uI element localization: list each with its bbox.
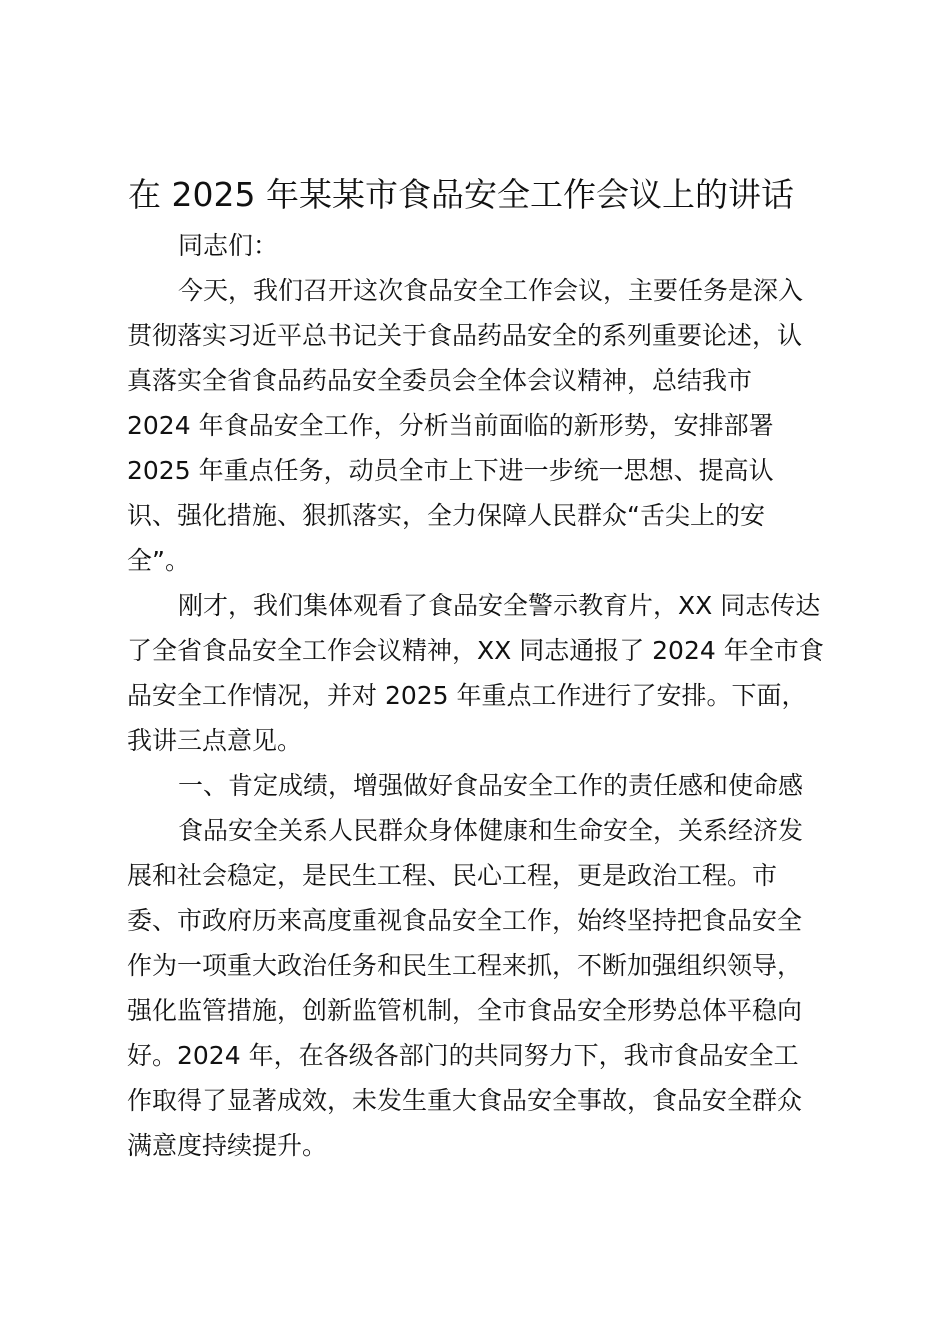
paragraph-line: 刚才，我们集体观看了食品安全警示教育片，XX 同志传达 <box>178 591 821 620</box>
document-title: 在 2025 年某某市食品安全工作会议上的讲话 <box>128 175 794 214</box>
paragraph-line: 贯彻落实习近平总书记关于食品药品安全的系列重要论述，认 <box>127 321 803 350</box>
paragraph-line: 作为一项重大政治任务和民生工程来抓，不断加强组织领导， <box>127 951 803 980</box>
paragraph-line: 了全省食品安全工作会议精神，XX 同志通报了 2024 年全市食 <box>127 636 824 665</box>
paragraph-line: 2025 年重点任务，动员全市上下进一步统一思想、提高认 <box>127 456 774 485</box>
section-heading: 一、肯定成绩，增强做好食品安全工作的责任感和使命感 <box>178 771 804 800</box>
salutation: 同志们： <box>178 231 279 260</box>
paragraph-line: 识、强化措施、狠抓落实，全力保障人民群众“舌尖上的安 <box>127 501 765 530</box>
paragraph-line: 2024 年食品安全工作，分析当前面临的新形势，安排部署 <box>127 411 774 440</box>
paragraph-line: 品安全工作情况，并对 2025 年重点工作进行了安排。下面， <box>127 681 807 710</box>
paragraph-line: 我讲三点意见。 <box>127 726 303 755</box>
paragraph-line: 强化监管措施，创新监管机制，全市食品安全形势总体平稳向 <box>127 996 803 1025</box>
paragraph-line: 展和社会稳定，是民生工程、民心工程，更是政治工程。市 <box>127 861 778 890</box>
paragraph-line: 全”。 <box>127 546 190 575</box>
paragraph-line: 委、市政府历来高度重视食品安全工作，始终坚持把食品安全 <box>127 906 803 935</box>
paragraph-line: 食品安全关系人民群众身体健康和生命安全，关系经济发 <box>178 816 804 845</box>
paragraph-line: 真落实全省食品药品安全委员会全体会议精神，总结我市 <box>127 366 753 395</box>
paragraph-line: 作取得了显著成效，未发生重大食品安全事故，食品安全群众 <box>127 1086 803 1115</box>
paragraph-line: 好。2024 年，在各级各部门的共同努力下，我市食品安全工 <box>127 1041 799 1070</box>
paragraph-line: 今天，我们召开这次食品安全工作会议，主要任务是深入 <box>178 276 804 305</box>
paragraph-line: 满意度持续提升。 <box>127 1131 328 1160</box>
